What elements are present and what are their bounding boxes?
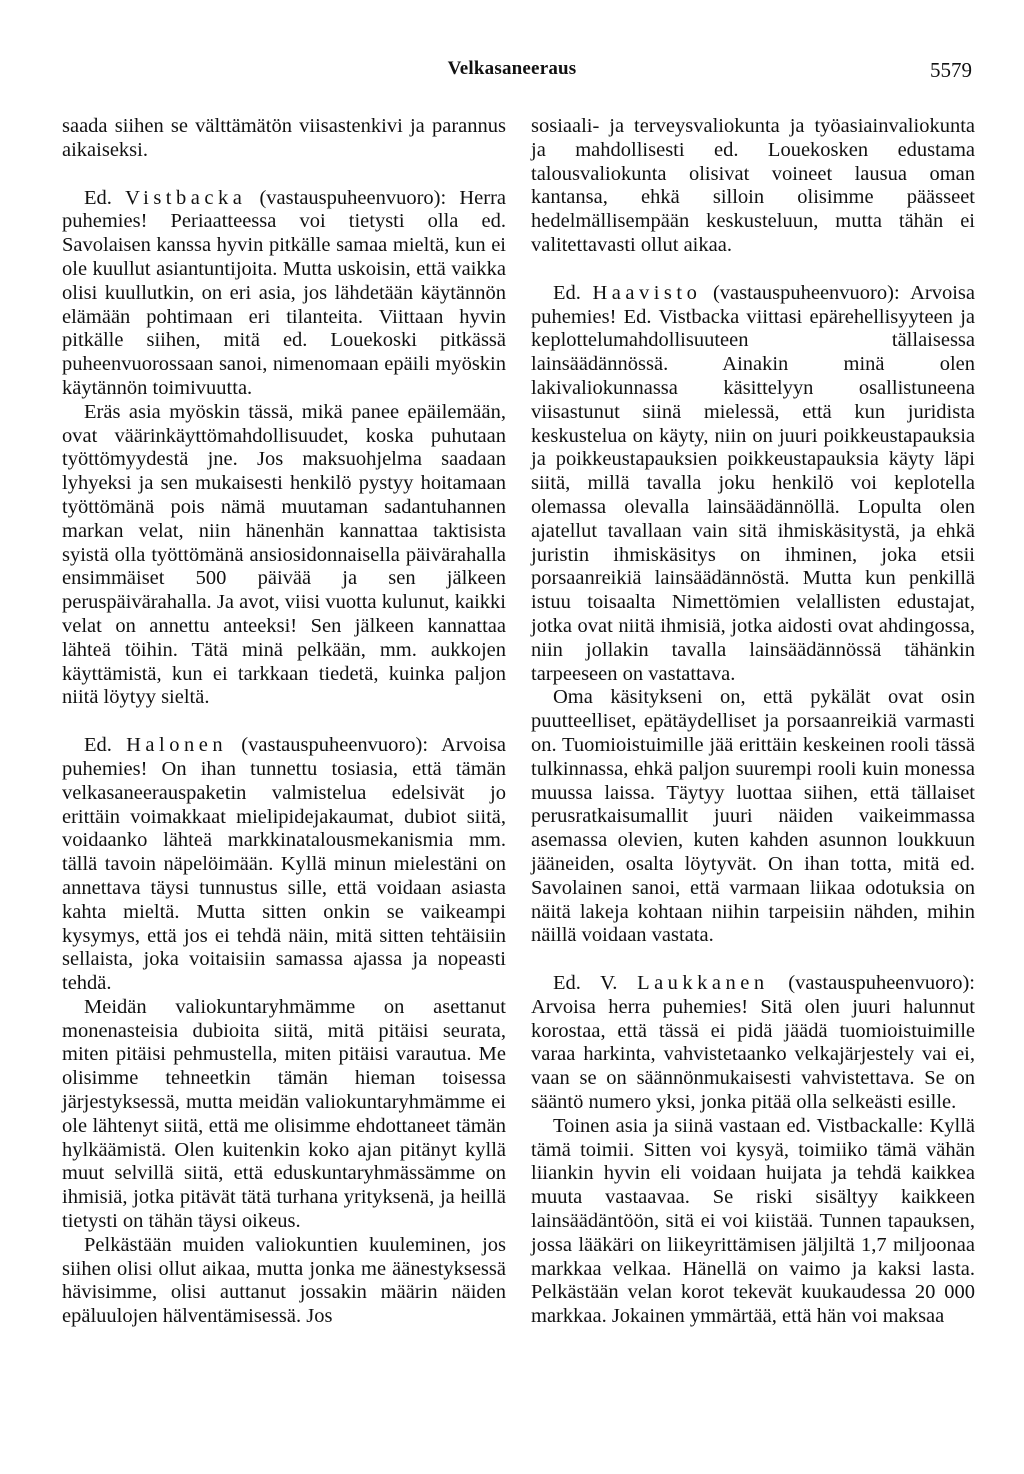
speech-paragraph: [62, 187, 506, 401]
speech-text: (vastauspuheenvuoro): Herra puhemies! Periaatteessa voi tietysti olla ed. Savolaisen kanssa hyvin pitkälle samaa mieltä, kun ei ole kuullut asiantuntijoita. Mutta uskoisin, että vaikka olisi kuullutkin, on eri asia, jos lähdetään käytännön elämään pohtimaan eri tilanteita. Viittaan hyvin pitkälle siihen, mitä ed. Louekoski pitkässä puheenvuorossaan sanoi, nimenomaan epäili myöskin käytännön toimivuutta.: [62, 186, 506, 399]
speech-text: (vastauspuheenvuoro): Arvoisa puhemies! Ed. Vistbacka viittasi epärehellisyyteen ja keplottelumahdollisuuteen tällaisessa lainsäädännössä. Ainakin minä olen lakivaliokunnassa käsittelyyn osallistuneena viisastunut siinä mielessä, että kun juridista keskustelua on käyty, niin on juuri poikkeustapauksia ja poikkeustapauksien poikkeustapauksia käyty läpi siitä, millä tavalla joku henkilö voi keplotella olemassa olevalla lainsäädännöllä. Lopulta olen ajatellut tavallaan vain sitä ihmiskäsitystä, ja ehkä juristin ihmiskäsitys on ihminen, joka etsii porsaanreikiä lainsäädännöstä. Mutta kun penkillä istuu toisaalta Nimettömien velallisten edustajat, jotka ovat niitä ihmisiä, jotka aidosti ovat ahdingossa, niin jollakin tavalla lainsäädännössä tähänkin tarpeeseen on vastattava.: [531, 281, 976, 685]
speaker-prefix: Ed.: [84, 734, 112, 757]
page-number: 5579: [930, 58, 972, 82]
left-column: [62, 115, 506, 1329]
speech-text: (vastauspuheenvuoro): Arvoisa puhemies! On ihan tunnettu tosiasia, että tämän velkasaneerauspaketin valmistelua edelsivät jo erittäin voimakkaat mielipidejakaumat, dubiot siitä, voidaanko lähteä markkinatalousmekanismia mm. tällä tavoin näpelöimään. Kyllä minun mielestäni on annettava täysi tunnustus sille, että voidaan asiasta kahta mieltä. Mutta sitten onkin se vaikeampi kysymys, että jos ei tehdä näin, mitä sitten tehtäisiin sellaista, joka voitaisiin samassa ajassa ja nopeasti tehdä.: [62, 734, 507, 995]
paragraph: Oma käsitykseni on, että pykälät ovat osin puutteelliset, epätäydelliset ja porsaanreikiä varmasti on. Tuomioistuimille jää erittäin keskeinen rooli tässä tulkinnassa, ehkä paljon suurempi rooli kuin monessa muussa laissa. Täytyy luottaa siihen, että tällaiset perusratkaisumallit juuri näiden vaikeimmassa asemassa olevien, kuten kahden asunnon loukkuun jääneiden, osalta löytyvät. On ihan totta, mitä ed. Savolainen sanoi, että varmaan liikaa odotuksia on näitä lakeja kohtaan niihin tarpeisiin nähden, mihin näillä voidaan vastata.: [531, 686, 975, 947]
speech-text: (vastauspuheenvuoro): Arvoisa herra puhemies! Sitä olen juuri halunnut korostaa, että tässä ei pidä jäädä tuomioistuimille varaa harkinta, vahvistetaanko velkajärjestely vai ei, vaan se on säännönmukaisesti vahvistettava. Se on sääntö numero yksi, jonka pitää olla selkeästi esille.: [531, 972, 975, 1114]
paragraph: Toinen asia ja siinä vastaan ed. Vistbackalle: Kyllä tämä toimii. Sitten voi kysyä, toimiiko tämä vähän liiankin hyvin eli voidaan huijata ja tehdä kaikkea muuta vastaavaa. Se riski sisältyy kaikkeen lainsäädäntöön, sitä ei voi kiistää. Tunnen tapauksen, jossa lääkäri on liikeyrittämisen jäljiltä 1,7 miljoonaa markkaa velkaa. Hänellä on vaimo ja kaksi lasta. Pelkästään velan korot tekevät kuukaudessa 20 000 markkaa. Jokainen ymmärtää, että hän voi maksaa: [531, 1114, 975, 1328]
speaker-prefix: Ed.: [553, 281, 581, 304]
speaker-name: Vistbacka: [125, 186, 247, 209]
speech-paragraph: [531, 282, 975, 687]
paragraph: Eräs asia myöskin tässä, mikä panee epäilemään, ovat väärinkäyttömahdollisuudet, koska puhutaan työttömyydestä jne. Jos maksuohjelma saadaan lyhyeksi ja sen mukaisesti henkilö pystyy hoitamaan työttömänä pois nämä muutaman sadantuhannen markan velat, niin hänenhän kannattaa taktisista syistä olla työttömänä ansiosidonnaisella päivärahalla ensimmäiset 500 päivää ja sen jälkeen peruspäivärahalla. Ja avot, viisi vuotta kulunut, kaikki velat on annettu anteeksi! Sen jälkeen kannattaa lähteä töihin. Tätä minä pelkään, mm. aukkojen käyttämistä, kun ei tarkkaan tiedetä, kuinka paljon niitä löytyy sieltä.: [62, 400, 506, 709]
paragraph: sosiaali- ja terveysvaliokunta ja työasiainvaliokunta ja mahdollisesti ed. Louekosken edustama talousvaliokunta olisivat voineet lausua oman kantansa, ehkä silloin olisimme päässeet hedelmällisempään keskusteluun, mutta tähän ei valitettavasti ollut aikaa.: [531, 115, 975, 256]
speaker-prefix: Ed.: [84, 186, 112, 209]
speaker-name: Halonen: [126, 734, 228, 757]
paragraph: Meidän valiokuntaryhmämme on asettanut monenasteisia dubioita siitä, mitä pitäisi seurata, miten pitäisi pehmustella, miten pitäisi varautua. Me olisimme tehneetkin tämän hieman toisessa järjestyksessä, mutta meidän valiokuntaryhmämme ei ole lähtenyt siitä, että me olisimme ehdottaneet tämän hylkäämistä. Olen kuitenkin koko ajan pitänyt kyllä muut selvillä siitä, että eduskuntaryhmässämme on ihmisiä, jotka pitävät tätä turhana yrityksenä, ja heillä tietysti on tähän täysi oikeus.: [62, 995, 506, 1233]
paragraph: saada siihen se välttämätön viisastenkivi ja parannus aikaiseksi.: [62, 115, 506, 161]
speech-paragraph: [531, 972, 975, 1115]
speaker-name: Haavisto: [592, 281, 702, 304]
speaker-prefix: Ed. V.: [553, 972, 618, 995]
right-column: [531, 115, 975, 1329]
speech-paragraph: [62, 734, 506, 996]
speaker-name: Laukkanen: [637, 972, 769, 995]
paragraph: Pelkästään muiden valiokuntien kuuleminen, jos siihen olisi ollut aikaa, mutta jonka me äänestyksessä hävisimme, olisi auttanut jossakin määrin näiden epäluulojen hälventämisessä. Jos: [62, 1233, 506, 1328]
running-header-title: Velkasaneeraus: [447, 58, 577, 79]
